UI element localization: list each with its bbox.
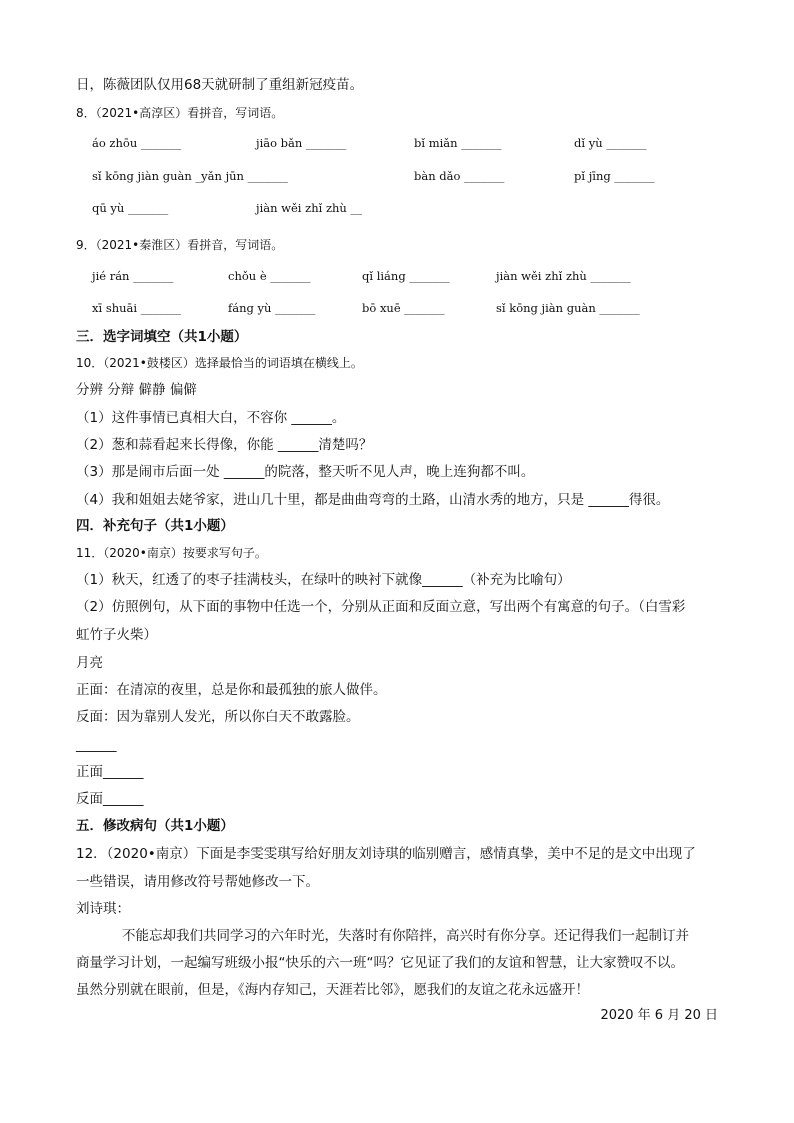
answer-negative: 反面______ <box>76 791 144 807</box>
q12-title-cont: 一些错误，请用修改符号帮她修改一下。 <box>76 874 319 890</box>
q8-pinyin: dǐ yù _______ <box>574 136 647 150</box>
q10-item: （1）这件事情已真相大白，不容你 ______。 <box>76 410 346 426</box>
letter-paragraph: 不能忘却我们共同学习的六年时光，失落时有你陪拌，高兴时有你分享。还记得我们一起制订并 <box>122 928 689 944</box>
q9-pinyin: chǒu è _______ <box>228 269 311 283</box>
q8-pinyin: pǐ jīng _______ <box>574 169 655 183</box>
q9-pinyin: fáng yù _______ <box>228 301 316 315</box>
letter-paragraph: 商量学习计划，一起编写班级小报“快乐的六一班“吗？它见证了我们的友谊和智慧，让大家赞叹不以。 <box>76 955 684 971</box>
q8-pinyin: sǐ kōng jiàn guàn _yǎn jūn _______ <box>92 169 288 183</box>
q12-title: 12．（2020•南京）下面是李雯雯琪写给好朋友刘诗琪的临别赠言，感情真挚，美中不足的是文中出现了 <box>76 846 696 862</box>
q9-pinyin: sǐ kōng jiàn guàn _______ <box>496 301 640 315</box>
q9-pinyin: qǐ liáng _______ <box>362 269 450 283</box>
q8-pinyin: jiāo bǎn _______ <box>256 136 347 150</box>
letter-paragraph: 虽然分别就在眼前，但是，《海内存知己，天涯若比邻》，愿我们的友谊之花永远盛开！ <box>76 982 589 998</box>
q8-pinyin: áo zhōu _______ <box>92 136 182 150</box>
example-positive: 正面：在清凉的夜里，总是你和最孤独的旅人做伴。 <box>76 682 387 698</box>
q8-pinyin: qū yù _______ <box>92 201 169 215</box>
q9-pinyin: xī shuāi _______ <box>92 301 181 315</box>
q10-title: 10．（2021•鼓楼区）选择最恰当的词语填在横线上。 <box>76 356 363 370</box>
q8-pinyin: jiàn wěi zhǐ zhù __ <box>256 201 362 215</box>
q10-item: （3）那是闹市后面一处 ______的院落，整天听不见人声，晚上连狗都不叫。 <box>76 464 535 480</box>
section-3-heading: 三．选字词填空（共1小题） <box>76 329 248 345</box>
q9-pinyin: jié rán _______ <box>92 269 174 283</box>
q10-item: （4）我和姐姐去姥爷家，进山几十里，都是曲曲弯弯的土路，山清水秀的地方，只是 ______得很。 <box>76 492 670 508</box>
q9-title: 9．（2021•秦淮区）看拼音，写词语。 <box>76 238 284 252</box>
q9-pinyin: bō xuē _______ <box>362 301 445 315</box>
q8-pinyin: bǐ miǎn _______ <box>414 136 502 150</box>
q9-pinyin: jiàn wěi zhǐ zhù _______ <box>496 269 631 283</box>
letter-date: 2020 年 6 月 20 日 <box>600 1008 718 1023</box>
q10-item: （2）葱和蒜看起来长得像，你能 ______清楚吗？ <box>76 437 373 453</box>
q11-title: 11．（2020•南京）按要求写句子。 <box>76 546 267 560</box>
q8-title: 8．（2021•高淳区）看拼音，写词语。 <box>76 106 284 120</box>
q11-item-2-cont: 虹竹子火柴） <box>76 627 157 643</box>
q10-word-options: 分辨 分辩 僻静 偏僻 <box>76 382 197 398</box>
section-4-heading: 四．补充句子（共1小题） <box>76 518 234 534</box>
answer-blank: ______ <box>76 737 117 753</box>
example-title: 月亮 <box>76 655 103 671</box>
example-negative: 反面：因为靠别人发光，所以你白天不敢露脸。 <box>76 709 360 725</box>
q11-item-1: （1）秋天，红透了的枣子挂满枝头，在绿叶的映衬下就像______（补充为比喻句） <box>76 572 571 588</box>
answer-positive: 正面______ <box>76 764 144 780</box>
q11-item-2: （2）仿照例句，从下面的事物中任选一个，分别从正面和反面立意，写出两个有寓意的句子。（白雪彩 <box>76 599 686 615</box>
letter-salutation: 刘诗琪： <box>76 901 130 917</box>
line-top: 日，陈薇团队仅用68天就研制了重组新冠疫苗。 <box>76 77 364 93</box>
q8-pinyin: bàn dǎo _______ <box>414 169 505 183</box>
section-5-heading: 五．修改病句（共1小题） <box>76 818 234 834</box>
